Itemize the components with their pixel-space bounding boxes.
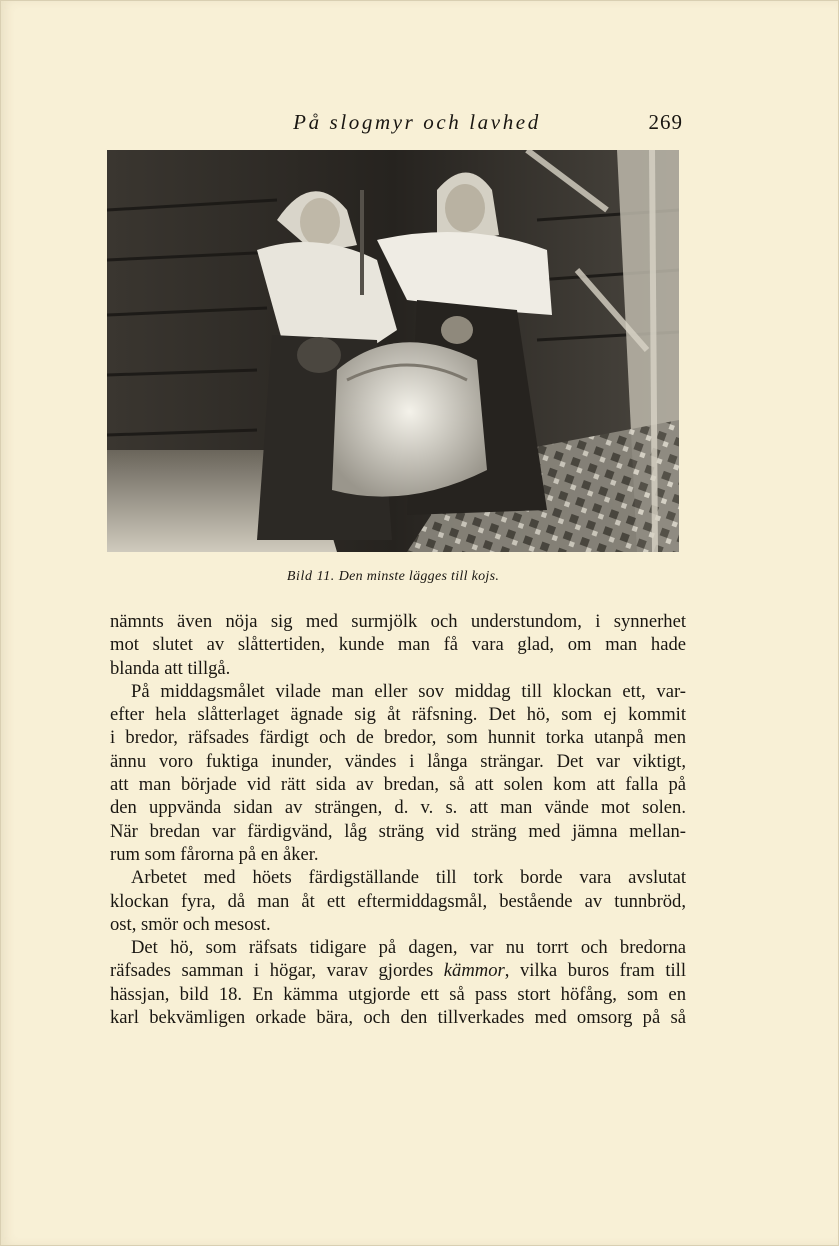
text-line: klockan fyra, då man åt ett eftermiddagsmål, bestående av tunnbröd, [110,890,686,912]
text-line-with-emphasis [110,959,686,982]
text-line: ännu voro fuktiga inunder, vändes i långa strängar. Det var viktigt, [110,750,686,772]
caption-text: Den minste lägges till kojs. [338,569,500,584]
text-line: ost, smör och mesost. [110,913,271,935]
text-line: Arbetet med höets färdigställande till tork borde vara avslutat [131,867,686,889]
photo-figure [107,150,679,552]
text-line: rum som fårorna på en åker. [110,843,319,865]
figure-caption [107,569,679,585]
emphasized-word: kämmor [443,960,505,982]
text-line: mot slutet av slåttertiden, kunde man få vara glad, om man hade [110,634,686,656]
text-line: blanda att tillgå. [110,657,231,679]
running-title: På slogmyr och lavhed [293,110,541,134]
running-head [107,110,683,138]
text-line: På middagsmålet vilade man eller sov middag till klockan ett, var- [131,680,686,702]
text-line: karl bekvämligen orkade bära, och den tillverkades med omsorg på så [110,1007,686,1029]
text-line: nämnts även nöja sig med surmjölk och understundom, i synnerhet [110,611,686,632]
text-line: efter hela slåtterlaget ägnade sig åt räfsning. Det hö, som ej kommit [110,704,686,726]
text-line: Det hö, som räfsats tidigare på dagen, var nu torrt och bredorna [131,937,686,959]
photo-two-women-with-cradle [107,150,679,552]
text-line: den uppvända sidan av strängen, d. v. s. att man vände mot solen. [110,797,686,819]
text-line: hässjan, bild 18. En kämma utgjorde ett så pass stort höfång, som en [110,983,686,1005]
page-number: 269 [648,110,683,134]
text-line: När bredan var färdigvänd, låg sträng vid sträng med jämna mellan- [110,820,686,842]
text-run: , vilka buros fram till [504,960,686,982]
caption-label: Bild 11. [286,569,335,584]
text-run: räfsades samman i högar, varav gjordes [110,960,444,982]
body-text [110,610,686,1029]
text-line: att man började vid rätt sida av bredan, så att solen kom att falla på [110,774,686,796]
text-line: i bredor, räfsades färdigt och de bredor, som hunnit torka utanpå men [110,727,686,749]
